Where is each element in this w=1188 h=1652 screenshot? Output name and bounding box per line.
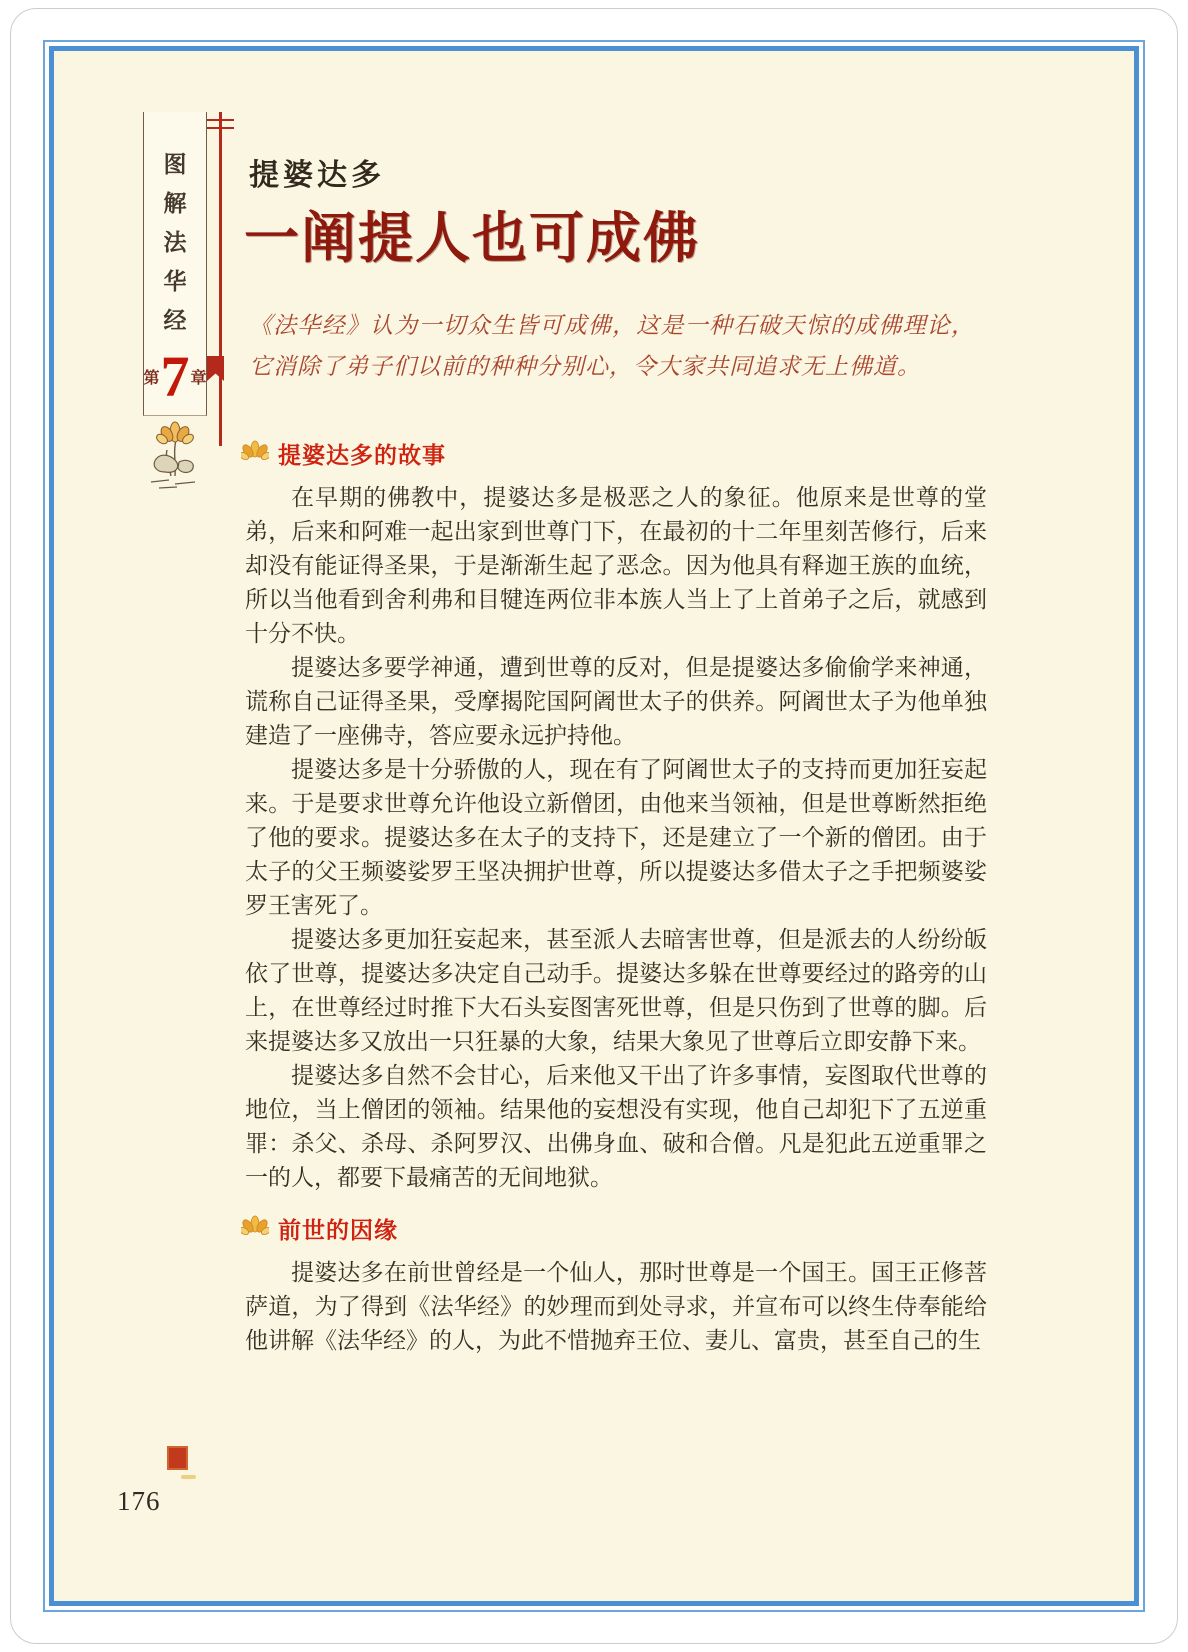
- section-heading-label: 前世的因缘: [278, 1217, 398, 1243]
- page-number: 176: [117, 1486, 161, 1516]
- page-subtitle: 《法华经》认为一切众生皆可成佛，这是一种石破天惊的成佛理论，它消除了弟子们以前的种种分别心，令大家共同追求无上佛道。: [249, 313, 975, 379]
- chapter-number: 7: [160, 344, 190, 409]
- body-paragraph: 提婆达多更加狂妄起来，甚至派人去暗害世尊，但是派去的人纷纷皈依了世尊，提婆达多决定自己动手。提婆达多躲在世尊要经过的路旁的山上，在世尊经过时推下大石头妄图害死世尊，但是只伤到了世尊的脚。后来提婆达多又放出一只狂暴的大象，结果大象见了世尊后立即安静下来。: [245, 927, 987, 1054]
- section-heading-label: 提婆达多的故事: [278, 442, 446, 468]
- body-paragraph: 提婆达多在前世曾经是一个仙人，那时世尊是一个国王。国王正修菩萨道，为了得到《法华经》的妙理而到处寻求，并宣布可以终生侍奉能给他讲解《法华经》的人，为此不惜抛弃王位、妻儿、富贵，甚至自己的生: [245, 1260, 987, 1353]
- gold-lotus-icon: [241, 438, 269, 472]
- rail-dash-ornament: [206, 119, 234, 121]
- lotus-ink-illustration-icon: [147, 406, 203, 497]
- article-body: [245, 438, 987, 1358]
- section-heading-past-life: [241, 1213, 987, 1247]
- series-title-char: 图: [163, 151, 187, 177]
- chapter-tab: [143, 112, 207, 416]
- series-title-char: 解: [163, 190, 187, 216]
- body-paragraph: 提婆达多是十分骄傲的人，现在有了阿阇世太子的支持而更加狂妄起来。于是要求世尊允许他设立新僧团，由他来当领袖，但是世尊断然拒绝了他的要求。提婆达多在太子的支持下，还是建立了一个新的僧团。由于太子的父王频婆娑罗王坚决拥护世尊，所以提婆达多借太子之手把频婆娑罗王害死了。: [245, 757, 987, 918]
- red-seal-stamp-icon: [167, 1446, 188, 1470]
- seal-gold-dash: [181, 1475, 196, 1479]
- chapter-suffix: 章: [190, 370, 207, 388]
- chapter-label: [143, 344, 207, 409]
- chapter-prefix: 第: [143, 370, 160, 388]
- rail-dash-ornament: [206, 127, 234, 129]
- section-heading-story: [241, 438, 987, 472]
- gold-lotus-icon: [241, 1213, 269, 1247]
- red-rail-divider: [219, 112, 222, 446]
- body-paragraph: 提婆达多自然不会甘心，后来他又干出了许多事情，妄图取代世尊的地位，当上僧团的领袖。结果他的妄想没有实现，他自己却犯下了五逆重罪：杀父、杀母、杀阿罗汉、出佛身血、破和合僧。凡是犯此五逆重罪之一的人，都要下最痛苦的无间地狱。: [245, 1063, 987, 1190]
- series-title-char: 经: [163, 307, 187, 333]
- series-title-char: 法: [163, 229, 187, 255]
- page-title: 一阐提人也可成佛: [244, 208, 701, 269]
- body-paragraph: 提婆达多要学神通，遭到世尊的反对，但是提婆达多偷偷学来神通，谎称自己证得圣果，受摩揭陀国阿阇世太子的供养。阿阇世太子为他单独建造了一座佛寺，答应要永远护持他。: [245, 655, 987, 748]
- page-eyebrow-title: 提婆达多: [249, 159, 385, 192]
- body-paragraph: 在早期的佛教中，提婆达多是极恶之人的象征。他原来是世尊的堂弟，后来和阿难一起出家到世尊门下，在最初的十二年里刻苦修行，后来却没有能证得圣果，于是渐渐生起了恶念。因为他具有释迦王族的血统，所以当他看到舍利弗和目犍连两位非本族人当上了上首弟子之后，就感到十分不快。: [245, 485, 987, 646]
- series-title-char: 华: [163, 268, 187, 294]
- series-title-vertical: [164, 146, 187, 335]
